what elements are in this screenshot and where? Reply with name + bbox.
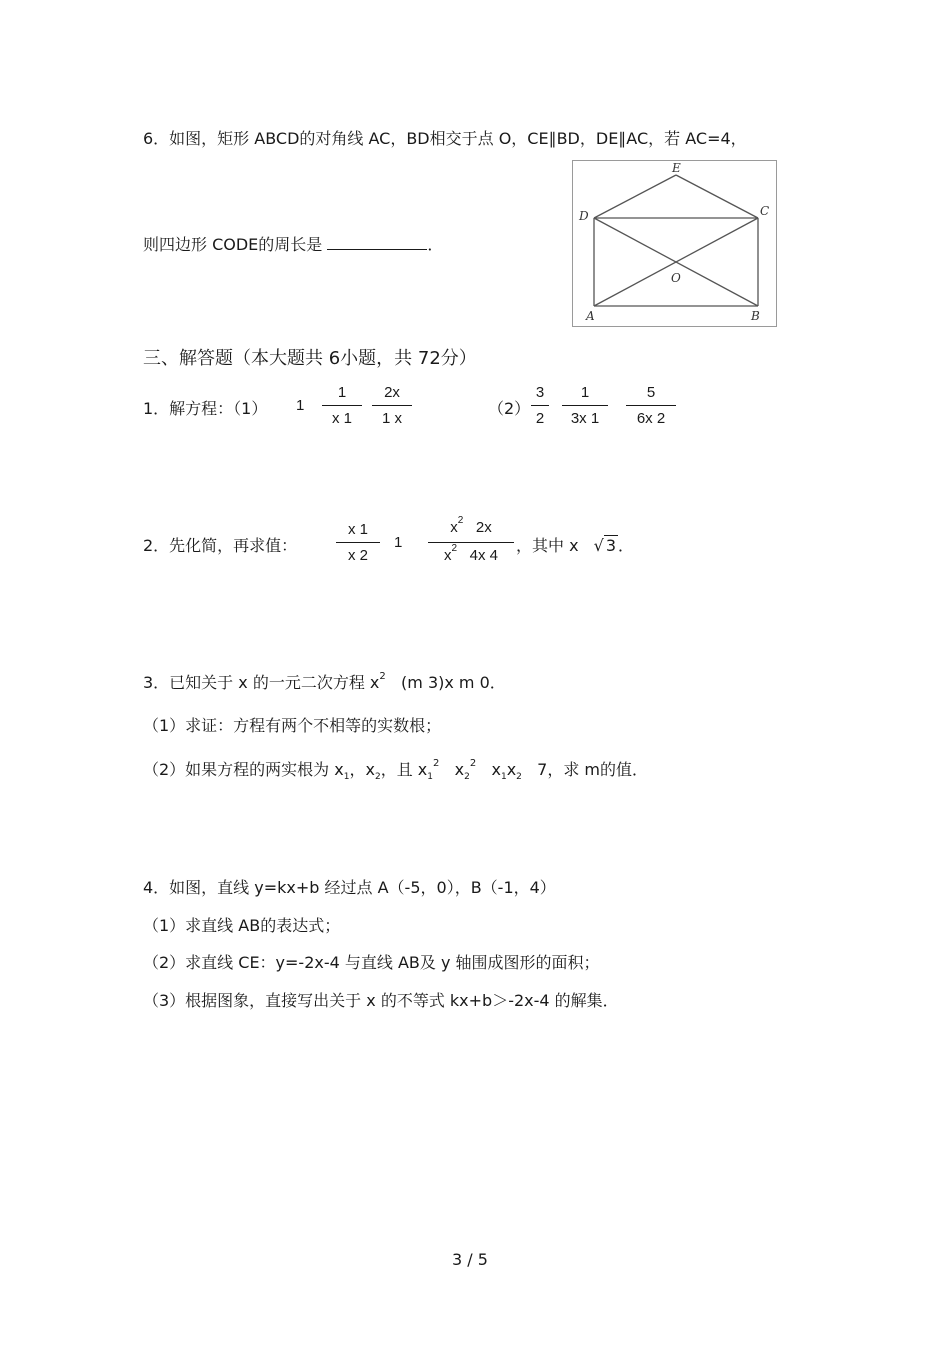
q1-prefix: 1．解方程：（1） [143, 399, 268, 418]
label-c: C [760, 204, 770, 218]
sqrt-value: 3 [605, 536, 617, 555]
sub-1: 1 [500, 772, 507, 782]
numerator: 5 [646, 384, 656, 401]
q1-p1-lead: 1 [296, 397, 305, 414]
q3-part2-d: x [454, 760, 465, 779]
denominator: 1 x [381, 410, 402, 427]
q2-fraction-2 [428, 515, 514, 567]
q3-part2 [143, 757, 648, 780]
num-base: x [450, 519, 458, 536]
q2-suffix-text: ，其中 x [516, 536, 579, 555]
q1-p2-label: （2） [488, 399, 531, 418]
q3-main [143, 670, 506, 693]
sub-2: 2 [374, 772, 381, 782]
den-exponent: 2 [451, 543, 458, 554]
q4-part2: （2）求直线 CE：y=-2x-4 与直线 AB及 y 轴围成图形的面积； [143, 953, 600, 972]
q3-part2-c: ，且 x [380, 760, 428, 779]
q1-p2-fraction-1 [531, 384, 549, 428]
denominator: 2 [535, 410, 545, 427]
label-e: E [672, 161, 681, 175]
q2-mid: 1 [394, 534, 403, 551]
numerator: 1 [580, 384, 590, 401]
sub-2: 2 [516, 772, 522, 782]
q6-line2-suffix: ． [427, 235, 444, 254]
numerator: 1 [337, 384, 347, 401]
q1-p1-fraction-1 [322, 384, 362, 428]
q2-fraction-1 [336, 521, 380, 565]
den-base: x [444, 547, 452, 564]
sqrt-symbol: √ [593, 536, 604, 555]
page-number: 3 / 5 [452, 1250, 488, 1269]
numerator: 2x [384, 384, 400, 401]
q6-line2 [143, 232, 443, 255]
denominator: 3x 1 [570, 410, 600, 427]
q4-part1: （1）求直线 AB的表达式； [143, 916, 341, 935]
q3-part2-f: x [506, 760, 517, 779]
answer-blank [327, 235, 427, 250]
sub-2: 2 [464, 772, 470, 782]
denominator: 6x 2 [636, 410, 666, 427]
sub-1: 1 [427, 772, 433, 782]
exp-2: 2 [469, 758, 477, 769]
q6-line2-prefix: 则四边形 CODE的周长是 [143, 235, 323, 254]
rectangle-diagram [573, 161, 776, 326]
edge-ec [676, 175, 758, 218]
q6-line1: 6．如图，矩形 ABCD的对角线 AC，BD相交于点 O，CE∥BD，DE∥AC，若 AC=4， [143, 129, 747, 148]
q3-main-b: (m 3)x m 0． [401, 673, 506, 692]
label-a: A [586, 309, 595, 323]
label-b: B [751, 309, 760, 323]
q3-part2-e: x [491, 760, 501, 779]
q3-part1: （1）求证：方程有两个不相等的实数根； [143, 716, 442, 735]
den-term: 4x 4 [469, 547, 498, 564]
num-exponent: 2 [457, 515, 464, 526]
label-d: D [579, 209, 589, 223]
denominator: x 2 [347, 547, 368, 564]
numerator [448, 515, 493, 542]
num-term: 2x [475, 519, 492, 536]
sub-1: 1 [343, 772, 350, 782]
edge-de [594, 175, 676, 218]
denominator: x 1 [331, 410, 352, 427]
label-o: O [671, 271, 681, 285]
q3-main-a: 3．已知关于 x 的一元二次方程 x [143, 673, 380, 692]
q3-part2-b: ，x [349, 760, 375, 779]
q3-part2-a: （2）如果方程的两实根为 x [143, 760, 344, 779]
section-title: 三、解答题（本大题共 6小题，共 72分） [143, 348, 477, 369]
q2-end: ． [618, 536, 635, 555]
q1-p2-fraction-2 [562, 384, 608, 428]
rectangle-figure [572, 160, 777, 327]
numerator: x 1 [347, 521, 368, 538]
q2-suffix [516, 533, 634, 556]
denominator [442, 543, 500, 567]
q4-main: 4．如图，直线 y=kx+b 经过点 A（-5，0），B（-1，4） [143, 878, 556, 897]
q2-prefix: 2．先化简，再求值： [143, 536, 298, 555]
q4-part3: （3）根据图象，直接写出关于 x 的不等式 kx+b＞-2x-4 的解集． [143, 991, 619, 1010]
q1-p2-fraction-3 [626, 384, 676, 428]
exp-2: 2 [433, 758, 440, 769]
numerator: 3 [535, 384, 545, 401]
q3-exponent: 2 [379, 671, 386, 682]
q3-part2-g: 7，求 m的值． [537, 760, 649, 779]
q1-p1-fraction-2 [372, 384, 412, 428]
